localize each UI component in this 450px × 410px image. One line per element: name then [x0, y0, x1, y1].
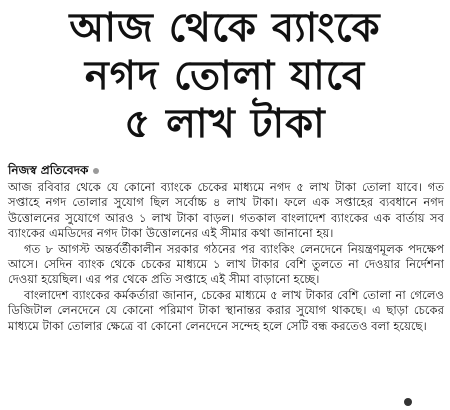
headline	[0, 4, 450, 148]
byline-dot-icon	[93, 168, 99, 174]
article-body	[8, 180, 444, 334]
paragraph-2: গত ৮ আগস্ট অন্তর্বর্তীকালীন সরকার গঠনের পর ব্যাংকিং লেনদেনে নিয়ন্ত্রণমূলক পদক্ষেপ আসে। সেদিন ব্যাংক থেকে চেকের মাধ্যমে ১ লাখ টাকার বেশি তুলতে না দেওয়ার নির্দেশনা দেওয়া হয়েছিল। এর পর থেকে প্রতি সপ্তাহে এই সীমা বাড়ানো হচ্ছে।	[8, 241, 444, 287]
headline-line-2: নগদ তোলা যাবে	[84, 53, 366, 99]
headline-line-3: ৫ লাখ টাকা	[124, 101, 326, 147]
paragraph-1: আজ রবিবার থেকে যে কোনো ব্যাংকে চেকের মাধ্যমে নগদ ৫ লাখ টাকা তোলা যাবে। গত সপ্তাহে নগদ তোলার সুযোগ ছিল সর্বোচ্চ ৪ লাখ টাকা। ফলে এক সপ্তাহের ব্যবধানে নগদ উত্তোলনের সুযোগে আরও ১ লাখ টাকা বাড়ল। গতকাল বাংলাদেশ ব্যাংকের এক বার্তায় সব ব্যাংকের এমডিদের নগদ টাকা উত্তোলনের এই সীমার কথা জানানো হয়।	[8, 180, 444, 241]
paragraph-3: বাংলাদেশ ব্যাংকের কর্মকর্তারা জানান, চেকের মাধ্যমে ৫ লাখ টাকার বেশি তোলা না গেলেও ডিজিটাল লেনদেনে যে কোনো পরিমাণ টাকা স্থানান্তর করার সুযোগ থাকছে। এ ছাড়া চেকের মাধ্যমে টাকা তোলার ক্ষেত্রে বা কোনো লেনদেনে সন্দেহ হলে সেটি বন্ধ করতেও বলা হয়েছে।	[8, 287, 444, 333]
byline	[8, 162, 99, 182]
headline-line-1: আজ থেকে ব্যাংকে	[69, 5, 381, 51]
byline-text: নিজস্ব প্রতিবেদক	[8, 163, 89, 177]
end-mark-icon	[404, 398, 412, 406]
